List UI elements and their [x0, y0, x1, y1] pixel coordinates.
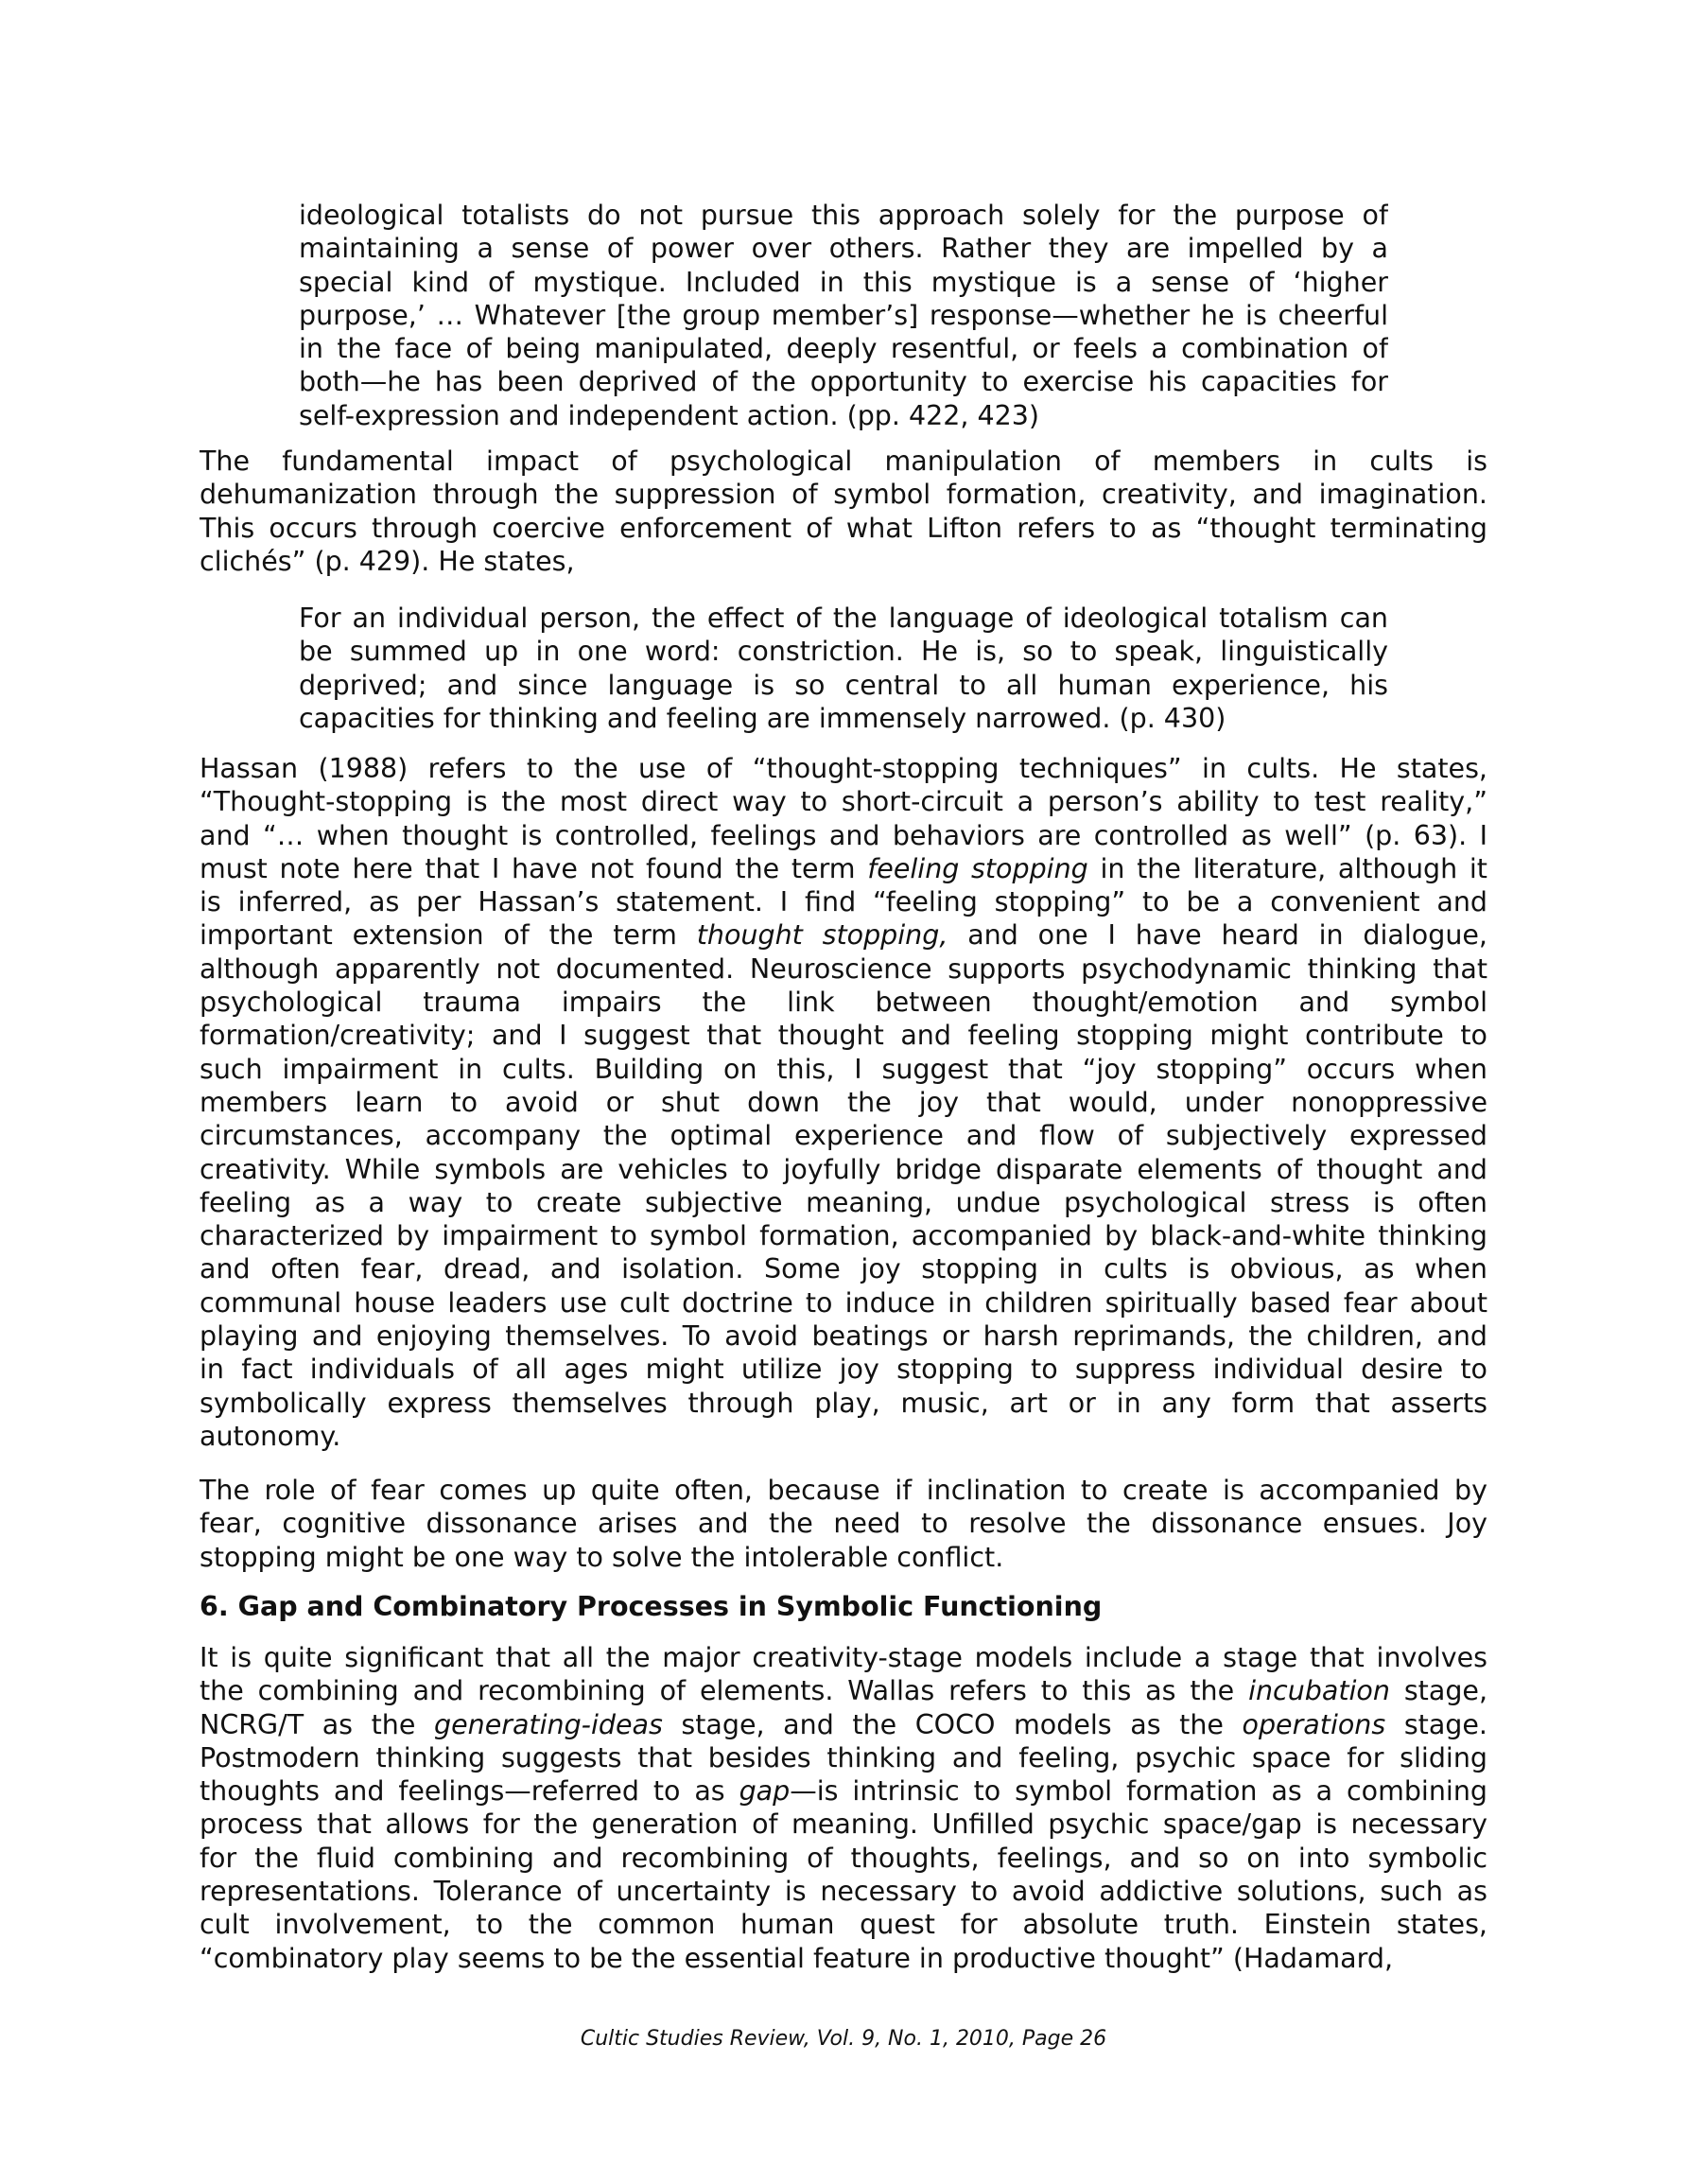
text-line: autonomy.: [200, 1420, 341, 1452]
text-line: purpose,’ … Whatever [the group member’s] response—whether he is cheerful: [299, 299, 1388, 331]
text-line: communal house leaders use cult doctrine to induce in children spiritually based fear about: [200, 1286, 1487, 1319]
text-line: circumstances, accompany the optimal experience and flow of subjectively expressed: [200, 1120, 1487, 1152]
text-line: the combining and recombining of elements. Wallas refers to this as the incubation stage,: [200, 1675, 1487, 1707]
text-line: must note here that I have not found the term feeling stopping in the literature, although it: [200, 852, 1487, 884]
text-line: although apparently not documented. Neuroscience supports psychodynamic thinking that: [200, 952, 1487, 985]
text-line: both—he has been deprived of the opportunity to exercise his capacities for: [299, 366, 1388, 398]
paragraph-gap-combinatory: [200, 1641, 1487, 1975]
text-line: Hassan (1988) refers to the use of “thought-stopping techniques” in cults. He states,: [200, 753, 1487, 784]
italic-term: feeling stopping: [867, 852, 1088, 884]
blockquote-lifton-2: [299, 602, 1388, 735]
italic-term: operations: [1242, 1708, 1386, 1740]
text-line: be summed up in one word: constriction. He is, so to speak, linguistically: [299, 636, 1388, 668]
text-line: self-expression and independent action. (pp. 422, 423): [299, 399, 1040, 431]
page-footer-citation: Cultic Studies Review, Vol. 9, No. 1, 2010, Page 26: [580, 2027, 1107, 2051]
text-line: process that allows for the generation of meaning. Unfilled psychic space/gap is necessary: [200, 1808, 1487, 1841]
text-line: in the face of being manipulated, deeply resentful, or feels a combination of: [299, 333, 1388, 365]
text-line: deprived; and since language is so central to all human experience, his: [299, 669, 1388, 701]
text-line: Postmodern thinking suggests that besides thinking and feeling, psychic space for sliding: [200, 1741, 1487, 1773]
italic-term: generating-ideas: [434, 1708, 663, 1740]
text-line: “Thought-stopping is the most direct way to short-circuit a person’s ability to test reality,”: [200, 786, 1487, 818]
text-line: psychological trauma impairs the link between thought/emotion and symbol: [200, 987, 1487, 1019]
text-line: The role of fear comes up quite often, because if inclination to create is accompanied by: [200, 1475, 1487, 1506]
text-line: cult involvement, to the common human quest for absolute truth. Einstein states,: [200, 1909, 1487, 1941]
text-line: For an individual person, the effect of the language of ideological totalism can: [299, 603, 1388, 634]
text-line: This occurs through coercive enforcement of what Lifton refers to as “thought terminating: [200, 512, 1487, 544]
text-line: feeling as a way to create subjective meaning, undue psychological stress is often: [200, 1186, 1487, 1218]
text-line: for the fluid combining and recombining of thoughts, feelings, and so on into symbolic: [200, 1842, 1487, 1874]
text-line: clichés” (p. 429). He states,: [200, 545, 575, 577]
section-heading: 6. Gap and Combinatory Processes in Symbolic Functioning: [200, 1591, 1103, 1622]
text-line: formation/creativity; and I suggest that thought and feeling stopping might contribute to: [200, 1020, 1487, 1052]
text-line: members learn to avoid or shut down the joy that would, under nonoppressive: [200, 1086, 1487, 1118]
text-line: fear, cognitive dissonance arises and the need to resolve the dissonance ensues. Joy: [200, 1508, 1487, 1540]
text-line: thoughts and feelings—referred to as gap—is intrinsic to symbol formation as a combining: [200, 1775, 1487, 1808]
text-line: NCRG/T as the generating-ideas stage, and the COCO models as the operations stage.: [200, 1708, 1487, 1740]
text-line: symbolically express themselves through play, music, art or in any form that asserts: [200, 1387, 1487, 1419]
text-line: characterized by impairment to symbol formation, accompanied by black-and-white thinking: [200, 1220, 1487, 1252]
text-line: important extension of the term thought stopping, and one I have heard in dialogue,: [200, 919, 1487, 952]
italic-term: incubation: [1248, 1675, 1390, 1707]
text-line: It is quite significant that all the major creativity-stage models include a stage that involves: [200, 1642, 1487, 1673]
text-line: maintaining a sense of power over others. Rather they are impelled by a: [299, 233, 1388, 265]
paragraph-dehumanization: [200, 445, 1487, 578]
text-line: ideological totalists do not pursue this approach solely for the purpose of: [299, 200, 1388, 231]
text-line: dehumanization through the suppression of symbol formation, creativity, and imagination.: [200, 479, 1487, 511]
text-line: capacities for thinking and feeling are immensely narrowed. (p. 430): [299, 702, 1226, 734]
paragraph-role-of-fear: [200, 1474, 1487, 1574]
italic-term: thought stopping,: [696, 919, 948, 952]
text-line: is inferred, as per Hassan’s statement. I find “feeling stopping” to be a convenient and: [200, 886, 1487, 918]
text-line: and often fear, dread, and isolation. Some joy stopping in cults is obvious, as when: [200, 1253, 1487, 1285]
text-line: creativity. While symbols are vehicles to joyfully bridge disparate elements of thought and: [200, 1153, 1487, 1185]
text-line: in fact individuals of all ages might utilize joy stopping to suppress individual desire to: [200, 1354, 1487, 1386]
paragraph-thought-stopping: [200, 752, 1487, 1453]
text-line: The fundamental impact of psychological manipulation of members in cults is: [200, 446, 1487, 477]
text-line: and “… when thought is controlled, feelings and behaviors are controlled as well” (p. 63). I: [200, 819, 1487, 851]
text-line: “combinatory play seems to be the essential feature in productive thought” (Hadamard,: [200, 1942, 1394, 1974]
text-line: playing and enjoying themselves. To avoid beatings or harsh reprimands, the children, and: [200, 1320, 1487, 1353]
blockquote-lifton-1: [299, 199, 1388, 432]
italic-term: gap: [739, 1775, 791, 1808]
text-line: such impairment in cults. Building on this, I suggest that “joy stopping” occurs when: [200, 1053, 1487, 1085]
text-line: special kind of mystique. Included in this mystique is a sense of ‘higher: [299, 266, 1388, 298]
text-line: stopping might be one way to solve the intolerable conflict.: [200, 1541, 1004, 1573]
text-line: representations. Tolerance of uncertainty is necessary to avoid addictive solutions, such as: [200, 1876, 1487, 1908]
